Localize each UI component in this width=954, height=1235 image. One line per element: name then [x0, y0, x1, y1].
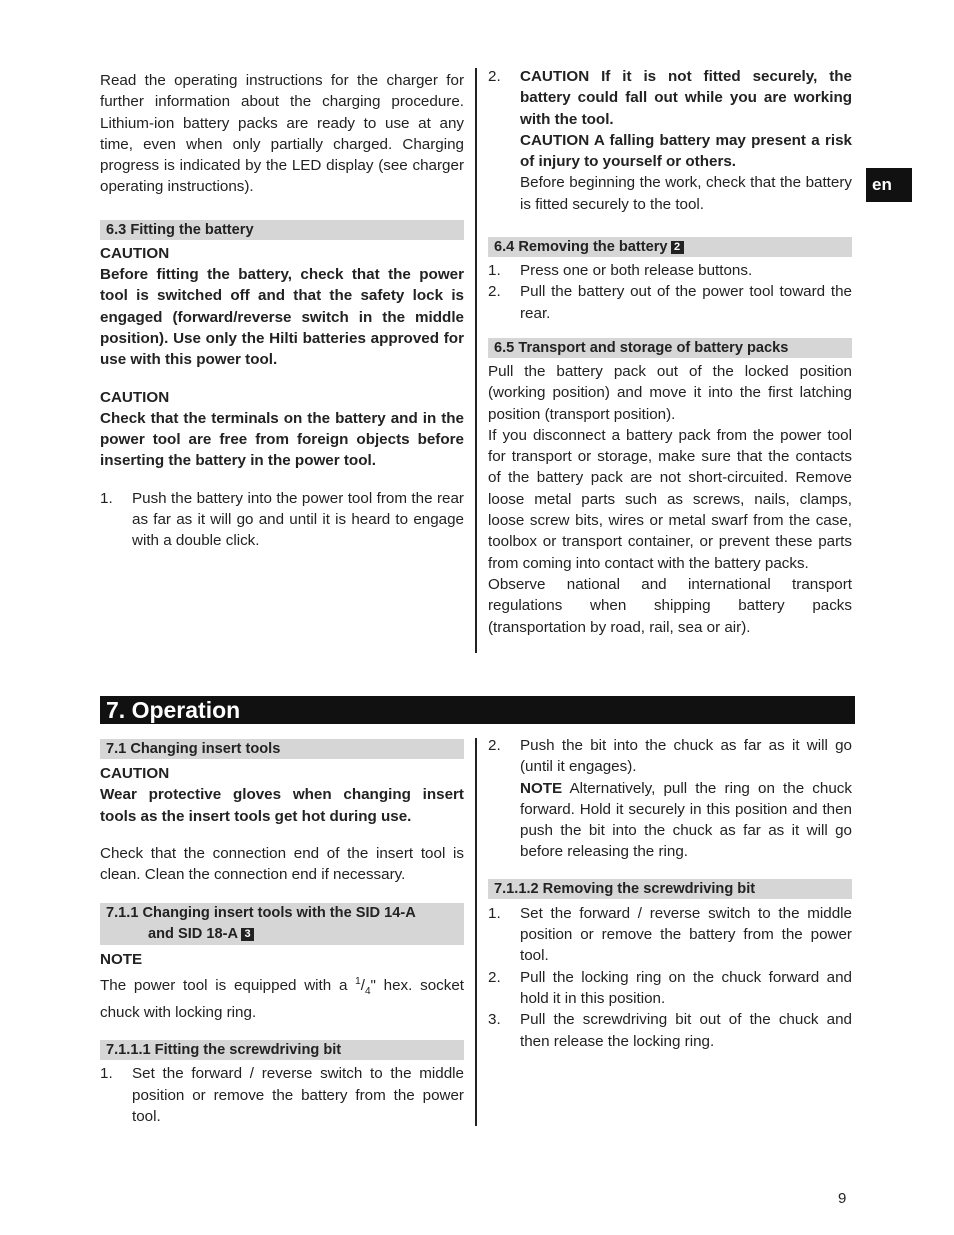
- list-item: [488, 967, 852, 1010]
- column-divider-bottom: [475, 738, 477, 1126]
- list-item: [488, 1009, 852, 1052]
- section-7-1-title: 7.1 Changing insert tools: [106, 741, 281, 757]
- section-7-1-1-1-heading: [100, 1040, 464, 1060]
- section-6-4-title: 6.4 Removing the battery: [494, 239, 668, 256]
- note-label: NOTE: [520, 779, 563, 797]
- section-6-3-heading: [100, 220, 464, 240]
- column-divider-top: [475, 68, 477, 653]
- note-text-prefix: The power tool is equipped with a: [100, 976, 356, 994]
- section-7-1-heading: [100, 739, 464, 759]
- intro-paragraph: Read the operating instructions for the charger for further information about the charging procedure. Lithium-ion battery packs are ready to use at any time, even when only partially charged. Charging progress is indicated by the LED display (see charger operating instructions).: [100, 72, 464, 196]
- fraction-numerator: 1: [355, 975, 361, 987]
- step-2-caution-a: CAUTION If it is not fitted securely, the battery could fall out while you are working with the tool.: [520, 68, 852, 128]
- step-number: 1.: [488, 262, 501, 280]
- bottom-left-column: [100, 739, 464, 1127]
- section-6-4-heading: [488, 237, 852, 257]
- note-text: Alternatively, pull the ring on the chuck forward. Hold it securely in this position and then push the bit into the chuck as far as it will go before releasing the ring.: [520, 779, 852, 861]
- transport-paragraph-1: Pull the battery pack out of the locked position (working position) and move it into the first latching position (transport position).: [488, 362, 852, 423]
- section-7-1-1-title-line-2-row: [106, 924, 458, 945]
- step-number: 2.: [488, 68, 501, 85]
- top-right-column: [488, 66, 852, 638]
- step-text: Push the battery into the power tool from the rear as far as it will go and until it is heard to engage with a double click.: [132, 489, 464, 550]
- top-left-column: [100, 70, 464, 552]
- section-7-1-1-2-heading: [488, 879, 852, 899]
- step-text: Set the forward / reverse switch to the middle position or remove the battery from the power tool.: [520, 904, 852, 965]
- section-6-5-title: 6.5 Transport and storage of battery packs: [494, 339, 789, 356]
- step-text: Set the forward / reverse switch to the middle position or remove the battery from the power tool.: [132, 1065, 464, 1126]
- step-text: Pull the locking ring on the chuck forward and hold it in this position.: [520, 968, 852, 1007]
- section-7-1-1-2-title: 7.1.1.2 Removing the screwdriving bit: [494, 880, 756, 897]
- step-text: Pull the battery out of the power tool toward the rear.: [520, 283, 852, 322]
- section-7-1-1-title-line-2: and SID 18-A: [148, 926, 239, 943]
- step-number: 1.: [100, 1065, 113, 1083]
- step-2-note: [520, 778, 852, 863]
- section-7-1-1-title-line-1: 7.1.1 Changing insert tools with the SID 14-A: [106, 905, 416, 922]
- fitting-step-2: [488, 66, 852, 215]
- step-number: 2.: [488, 283, 501, 301]
- list-item: [488, 903, 852, 967]
- step-number: 2.: [488, 968, 501, 986]
- caution-text-2: Check that the terminals on the battery and in the power tool are free from foreign objects before inserting the battery in the power tool.: [100, 409, 464, 470]
- step-2-body: [520, 735, 852, 863]
- step-number: 2.: [488, 737, 501, 754]
- step-2-body: [520, 66, 852, 215]
- caution-label-2: CAUTION: [100, 388, 170, 406]
- note-text-suffix: " hex. socket chuck with locking ring.: [100, 976, 464, 1022]
- step-2-text: Push the bit into the chuck as far as it will go (until it engages).: [520, 737, 852, 776]
- note-label: NOTE: [100, 951, 143, 969]
- note-text: The power tool is equipped with a $^1/_4$" hex. socket chuck with locking ring.: [100, 975, 464, 1022]
- caution-text-1: Before fitting the battery, check that the power tool is switched off and that the safety lock is engaged (forward/reverse switch in the middle position). Use only the Hilti batteries approved for use with this power tool.: [100, 266, 464, 369]
- removing-bit-steps-list: [488, 903, 852, 1052]
- step-number: 1.: [100, 489, 113, 507]
- caution-label: CAUTION: [100, 765, 170, 782]
- removing-steps-list: [488, 260, 852, 324]
- step-2-text: Before beginning the work, check that the battery is fitted securely to the tool.: [520, 174, 852, 213]
- step-text: Press one or both release buttons.: [520, 262, 753, 280]
- fraction-denominator: 4: [364, 985, 371, 997]
- step-number: 1.: [488, 904, 501, 922]
- bottom-right-column: [488, 735, 852, 1052]
- language-tab: [866, 168, 912, 202]
- step-number: 3.: [488, 1011, 501, 1029]
- figure-ref-badge: 3: [241, 928, 254, 941]
- section-6-3-title: 6.3 Fitting the battery: [106, 221, 254, 238]
- section-6-5-heading: [488, 338, 852, 358]
- page-number: 9: [838, 1190, 847, 1207]
- step-text: Pull the screwdriving bit out of the chuck and then release the locking ring.: [520, 1011, 852, 1050]
- transport-paragraph-2: If you disconnect a battery pack from the power tool for transport or storage, make sure that the contacts of the battery pack are not short-circuited. Remove loose metal parts such as screws, nails, clamps, loose screw bits, wires or metal swarf from the case, toolbox or transport container, or prevent these parts from coming into contact with the battery packs.: [488, 426, 852, 572]
- fitting-bit-step-1: [100, 1063, 464, 1127]
- figure-ref-badge: 2: [671, 241, 684, 254]
- transport-paragraph-3: Observe national and international transport regulations when shipping battery packs (transportation by road, rail, sea or air).: [488, 575, 852, 636]
- fitting-bit-step-2: [488, 735, 852, 863]
- step-2-caution-b: CAUTION A falling battery may present a risk of injury to yourself or others.: [520, 131, 852, 171]
- operation-heading: 7. Operation: [100, 696, 855, 724]
- language-tab-label: en: [872, 175, 892, 194]
- caution-text: Wear protective gloves when changing insert tools as the insert tools get hot during use.: [100, 786, 464, 825]
- list-item: [488, 281, 852, 324]
- section-7-1-1-1-title: 7.1.1.1 Fitting the screwdriving bit: [106, 1042, 342, 1059]
- fitting-step-1: [100, 488, 464, 552]
- section-7-1-1-heading: [100, 903, 464, 945]
- list-item: [488, 260, 852, 281]
- caution-label-1: CAUTION: [100, 244, 170, 262]
- check-paragraph: Check that the connection end of the insert tool is clean. Clean the connection end if necessary.: [100, 844, 464, 884]
